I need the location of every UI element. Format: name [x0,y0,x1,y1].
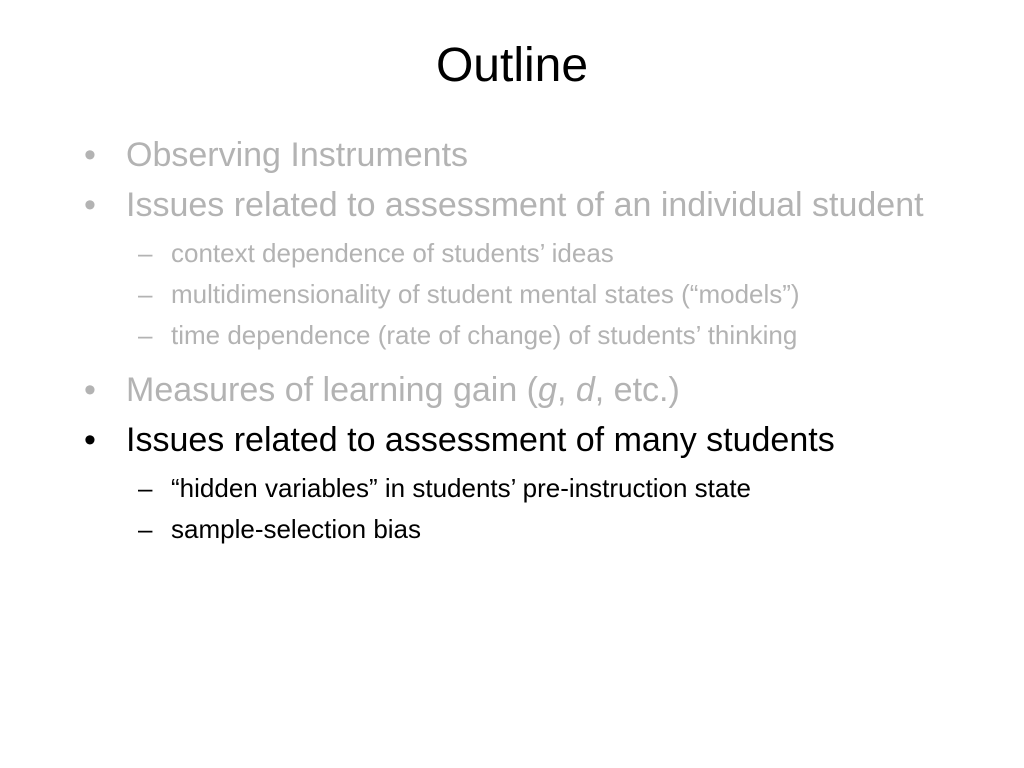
outline-item-label: Issues related to assessment of many students [126,421,835,459]
dash-icon: – [138,238,153,268]
outline-item-learning-gain [84,368,964,412]
italic-g: g [538,371,557,409]
outline-subitem [84,315,964,356]
outline-subitem [84,509,964,550]
dash-icon: – [138,473,153,503]
outline-subitem-label: time dependence (rate of change) of students’ thinking [171,320,798,350]
bullet-icon: • [84,371,96,409]
bullet-icon: • [84,186,96,224]
outline-subitem-label: multidimensionality of student mental states (“models”) [171,279,800,309]
outline-subitem-label: context dependence of students’ ideas [171,238,614,268]
outline-item-individual-assessment [84,183,964,227]
outline-subitem [84,274,964,315]
outline-subitem-label: sample-selection bias [171,514,422,544]
outline-subitem-label: “hidden variables” in students’ pre-instruction state [171,473,751,503]
separator: , [556,371,576,409]
dash-icon: – [138,514,153,544]
outline-item-observing-instruments [84,133,964,177]
bullet-icon: • [84,421,96,459]
outline-subitem [84,468,964,509]
outline-list [84,133,964,550]
outline-item-label: Issues related to assessment of an individual student [126,186,924,224]
bullet-icon: • [84,136,96,174]
outline-subitem [84,233,964,274]
spacer [84,356,964,368]
italic-d: d [575,371,595,409]
outline-item-label: Observing Instruments [126,136,469,174]
dash-icon: – [138,279,153,309]
outline-item-many-students [84,418,964,462]
outline-item-label-suffix: , etc.) [594,371,680,409]
outline-item-label-prefix: Measures of learning gain ( [126,371,539,409]
dash-icon: – [138,320,153,350]
slide-title: Outline [435,39,589,92]
